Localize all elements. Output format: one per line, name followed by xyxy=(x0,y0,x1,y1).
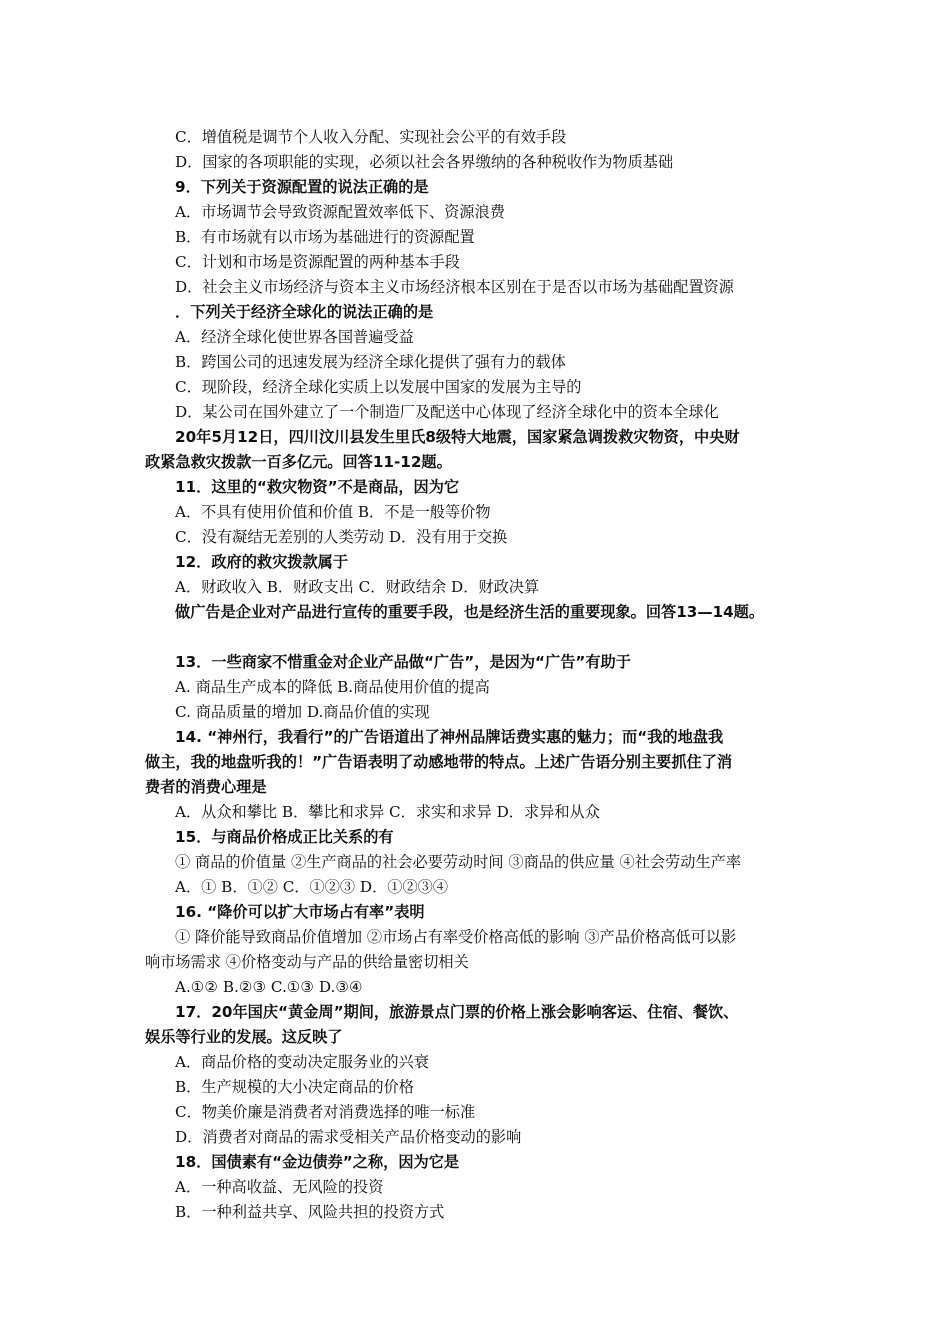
text-line: D．某公司在国外建立了一个制造厂及配送中心体现了经济全球化中的资本全球化 xyxy=(175,403,719,421)
text-line: B．有市场就有以市场为基础进行的资源配置 xyxy=(175,228,475,246)
text-line: C．增值税是调节个人收入分配、实现社会公平的有效手段 xyxy=(175,128,567,146)
question-13: 13．一些商家不惜重金对企业产品做“广告”，是因为“广告”有助于 xyxy=(175,653,631,671)
text-line: ① 降价能导致商品价值增加 ②市场占有率受价格高低的影响 ③产品价格高低可以影 xyxy=(175,928,737,946)
text-line: A．从众和攀比 B．攀比和求异 C．求实和求异 D．求异和从众 xyxy=(175,803,600,821)
passage-earthquake-cont: 政紧急救灾拨款一百多亿元。回答11-12题。 xyxy=(145,453,452,471)
question-10: ．下列关于经济全球化的说法正确的是 xyxy=(175,303,434,321)
text-line: A．一种高收益、无风险的投资 xyxy=(175,1178,384,1196)
text-line: D．国家的各项职能的实现，必须以社会各界缴纳的各种税收作为物质基础 xyxy=(175,153,674,171)
question-15: 15．与商品价格成正比关系的有 xyxy=(175,828,394,846)
question-17: 17．20年国庆“黄金周”期间，旅游景点门票的价格上涨会影响客运、住宿、餐饮、 xyxy=(175,1003,739,1021)
text-line: C．没有凝结无差别的人类劳动 D．没有用于交换 xyxy=(175,528,508,546)
text-line: A．市场调节会导致资源配置效率低下、资源浪费 xyxy=(175,203,505,221)
question-9: 9．下列关于资源配置的说法正确的是 xyxy=(175,178,429,196)
question-18: 18．国债素有“金边债券”之称，因为它是 xyxy=(175,1153,460,1171)
passage-earthquake: 20年5月12日，四川汶川县发生里氏8级特大地震，国家紧急调拨救灾物资，中央财 xyxy=(175,428,740,446)
text-line: C．计划和市场是资源配置的两种基本手段 xyxy=(175,253,460,271)
question-14-cont: 费者的消费心理是 xyxy=(145,778,267,796)
text-line: A．① B．①② C．①②③ D．①②③④ xyxy=(175,878,449,896)
question-12: 12．政府的救灾拨款属于 xyxy=(175,553,349,571)
text-line: A．经济全球化使世界各国普遍受益 xyxy=(175,328,414,346)
text-line: C．现阶段，经济全球化实质上以发展中国家的发展为主导的 xyxy=(175,378,582,396)
question-11: 11．这里的“救灾物资”不是商品，因为它 xyxy=(175,478,460,496)
question-17-cont: 娱乐等行业的发展。这反映了 xyxy=(145,1028,343,1046)
text-line: A. 商品生产成本的降低 B.商品使用价值的提高 xyxy=(175,678,490,696)
question-14: 14. “神州行，我看行”的广告语道出了神州品牌话费实惠的魅力；而“我的地盘我 xyxy=(175,728,724,746)
text-line: D．社会主义市场经济与资本主义市场经济根本区别在于是否以市场为基础配置资源 xyxy=(175,278,734,296)
passage-advertising: 做广告是企业对产品进行宣传的重要手段，也是经济生活的重要现象。回答13—14题。 xyxy=(175,603,765,621)
text-line: C. 商品质量的增加 D.商品价值的实现 xyxy=(175,703,430,721)
text-line: B．一种利益共享、风险共担的投资方式 xyxy=(175,1203,445,1221)
text-line: A.①② B.②③ C.①③ D.③④ xyxy=(175,978,363,996)
text-line: A．财政收入 B．财政支出 C．财政结余 D．财政决算 xyxy=(175,578,540,596)
text-line: D．消费者对商品的需求受相关产品价格变动的影响 xyxy=(175,1128,522,1146)
question-14-cont: 做主，我的地盘听我的！”广告语表明了动感地带的特点。上述广告语分别主要抓住了消 xyxy=(145,753,733,771)
text-line: A．商品价格的变动决定服务业的兴衰 xyxy=(175,1053,429,1071)
question-16: 16. “降价可以扩大市场占有率”表明 xyxy=(175,903,425,921)
text-line: A．不具有使用价值和价值 B．不是一般等价物 xyxy=(175,503,491,521)
text-line: ① 商品的价值量 ②生产商品的社会必要劳动时间 ③商品的供应量 ④社会劳动生产率 xyxy=(175,853,742,871)
text-line: B．跨国公司的迅速发展为经济全球化提供了强有力的载体 xyxy=(175,353,566,371)
text-line: C．物美价廉是消费者对消费选择的唯一标准 xyxy=(175,1103,476,1121)
text-line: 响市场需求 ④价格变动与产品的供给量密切相关 xyxy=(145,953,469,971)
text-line: B．生产规模的大小决定商品的价格 xyxy=(175,1078,414,1096)
